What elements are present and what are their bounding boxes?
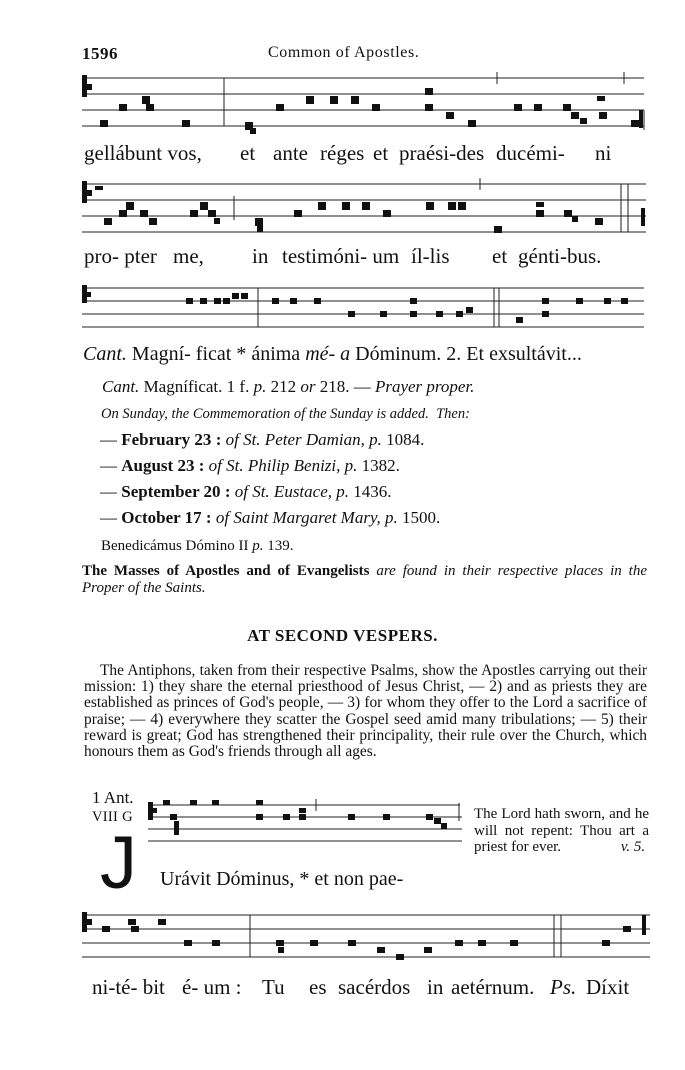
feast-p: p. <box>369 430 382 449</box>
feast-date: September 20 <box>121 482 221 501</box>
benedicamus-text: Benedicámus Dómino II <box>101 538 249 554</box>
lyric-syllable: ni-té- bit <box>92 975 165 999</box>
feast-saint: of St. Philip Benizi, <box>208 456 341 475</box>
lyric-syllable: in <box>252 244 269 268</box>
feast-p: p. <box>336 482 349 501</box>
lyric-syllable: praési-des <box>399 141 485 165</box>
rubric-cant-label: Cant. <box>102 377 140 396</box>
feast-page: 1436. <box>353 482 392 501</box>
rubric-prayer: Prayer proper. <box>374 377 475 396</box>
feast-line: — October 17 : of Saint Margaret Mary, p. 1500. <box>100 508 441 527</box>
chant-staff-1 <box>0 66 685 136</box>
antiphon-number: 1 Ant. <box>92 788 134 807</box>
antiphon-verse-ref: v. 5. <box>620 839 646 855</box>
lyrics-line-1 <box>0 141 685 167</box>
rubric-magnificat <box>102 377 474 397</box>
rubric-tone: 1 f. <box>226 377 250 396</box>
cant-star: * <box>236 343 247 365</box>
feast-line: — February 23 : of St. Peter Damian, p. 1084. <box>100 430 425 449</box>
cant-magnificat: Magní- ficat <box>131 343 232 365</box>
page-number: 1596 <box>82 44 118 63</box>
lyric-syllable: réges <box>320 141 365 165</box>
cant-dominum: Dóminum. <box>355 343 442 365</box>
feast-line: — August 23 : of St. Philip Benizi, p. 1382. <box>100 456 400 475</box>
rubric-magnificat-text: Magníficat. <box>143 377 223 396</box>
feast-date: August 23 <box>121 456 195 475</box>
lyric-syllable: aetérnum. <box>451 975 535 999</box>
running-title: Common of Apostles. <box>268 44 420 61</box>
lyric-syllable: ni <box>595 141 612 165</box>
feast-saint: of Saint Margaret Mary, <box>215 508 381 527</box>
lyric-syllable: et <box>492 244 508 268</box>
feast-date: February 23 <box>121 430 212 449</box>
lyric-syllable: et <box>373 141 389 165</box>
feast-saint: of St. Eustace, <box>234 482 332 501</box>
lyric-syllable: ducémi- <box>496 141 565 165</box>
lyric-syllable: pro- pter <box>84 244 157 268</box>
lyric-syllable: íl-lis <box>411 244 450 268</box>
lyric-syllable: sacérdos <box>338 975 411 999</box>
lyric-syllable: et <box>240 141 256 165</box>
cant-label: Cant. <box>83 343 127 365</box>
cant-verse-number: 2. <box>446 343 462 365</box>
benedicamus-p: p. <box>252 538 264 554</box>
antiphon-first-line: Urávit Dóminus, * et non pae- <box>160 868 404 890</box>
antiphon-mode: VIII G <box>92 809 133 825</box>
section-heading: AT SECOND VESPERS. <box>247 626 438 645</box>
rubric-page-a: 212 <box>270 377 297 396</box>
intro-paragraph-text: The Antiphons, taken from their respective Psalms, show the Apostles carrying out their mission: 1) they share the eternal priesthood of Jesus Christ, — 2) and as priests they are established as princes of God's people, — 3) for whom they offer to the Lord a sacrifice of praise; — 4) everywhere they scatter the Gospel seed amid many tribulations; — 5) their reward is great; God has strengthened their principality, their rule over the Church, which honours them as God's friends through all ages. <box>84 662 647 761</box>
feast-saint: of St. Peter Damian, <box>225 430 365 449</box>
lyric-syllable: Tu <box>262 975 285 999</box>
chant-staff-2 <box>0 172 685 242</box>
lyric-syllable: me, <box>173 244 204 268</box>
lyric-syllable: es <box>309 975 327 999</box>
rubric-dash: — <box>353 377 371 396</box>
lyric-syllable: Díxit <box>586 975 630 999</box>
rubric-p: p. <box>253 377 267 396</box>
masses-note-bold: The Masses of Apostles and of Evangelists <box>82 563 370 579</box>
lyric-syllable: génti-bus. <box>518 244 602 268</box>
feast-p: p. <box>385 508 398 527</box>
rubric-or: or <box>300 377 316 396</box>
rubric-page-b: 218. <box>319 377 350 396</box>
rubric-sunday <box>101 406 470 423</box>
canticle-intonation-line <box>83 343 582 366</box>
feast-line: — September 20 : of St. Eustace, p. 1436. <box>100 482 392 501</box>
lyrics-line-2 <box>0 244 685 270</box>
antiphon-initial: J <box>100 821 137 904</box>
feast-page: 1500. <box>402 508 441 527</box>
masses-note <box>82 563 647 596</box>
antiphon-translation <box>474 806 649 856</box>
feast-p: p. <box>344 456 358 475</box>
benedicamus-line <box>101 538 293 555</box>
chant-staff-3 <box>0 277 685 337</box>
rubric-then: Then: <box>436 406 470 422</box>
feast-page: 1084. <box>386 430 425 449</box>
cant-mea: mé- a <box>305 343 351 365</box>
lyrics-line-4 <box>0 975 685 1001</box>
lyric-ps-label: Ps. <box>550 975 577 999</box>
intro-paragraph <box>84 663 647 760</box>
lyric-syllable: in <box>427 975 444 999</box>
benedicamus-page: 139. <box>267 538 294 554</box>
lyric-syllable: gellábunt vos, <box>84 141 202 165</box>
feast-page: 1382. <box>361 456 400 475</box>
antiphon-translation-text: The Lord hath sworn, and he will not repent: Thou art a priest for ever. <box>474 806 649 855</box>
lyric-syllable: testimóni- um <box>282 244 400 268</box>
rubric-sunday-text: On Sunday, the Commemoration of the Sunday is added. <box>101 406 429 422</box>
feast-date: October 17 <box>121 508 202 527</box>
cant-anima: ánima <box>251 343 301 365</box>
masses-note-italic: are found in their respective places in the Proper of the Saints. <box>82 563 648 596</box>
cant-et: Et exsultávit... <box>466 343 582 365</box>
lyric-syllable: é- um : <box>182 975 242 999</box>
lyric-syllable: ante <box>273 141 308 165</box>
chant-staff-5 <box>0 903 685 973</box>
